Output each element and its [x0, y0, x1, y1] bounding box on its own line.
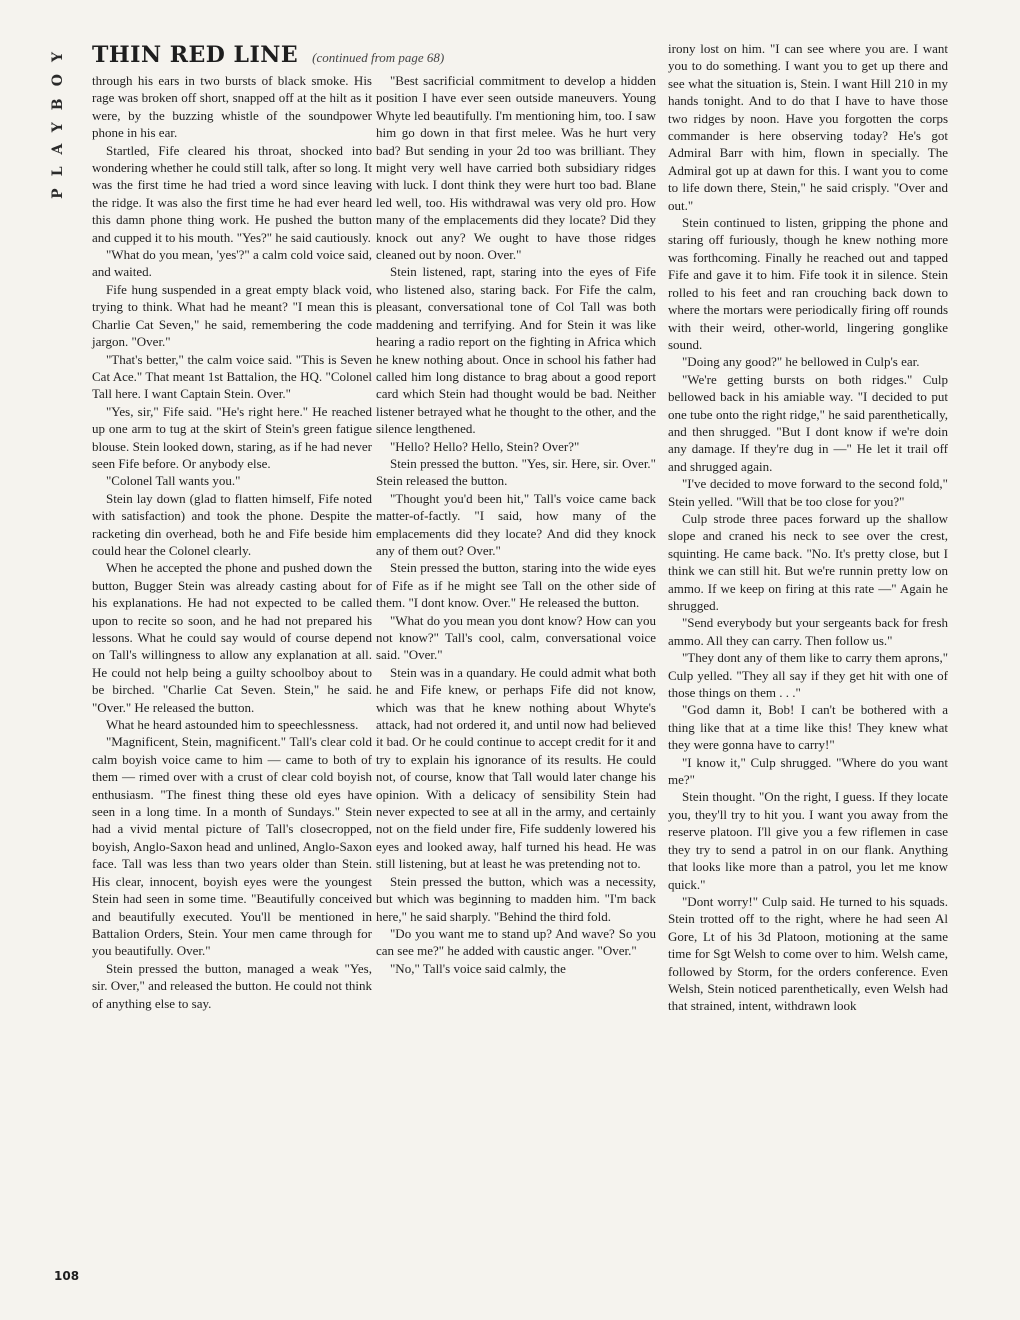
paragraph: Stein lay down (glad to flatten himself, Fife noted with satisfaction) and took the phone. Despite the racketing din overhead, both he and Fife beside him could hear the Colonel clearly. [92, 490, 372, 558]
paragraph: Stein continued to listen, gripping the phone and staring off furiously, though he knew nothing more was forthcoming. Finally he reached out and tapped Fife and gave it to him. Fife took it in silence. Stein rolled to his feet and ran crouching back down to where the mortars were periodically firing off rounds with their weird, other-world, lingering gonglike sound. [668, 215, 948, 352]
paragraph: "That's better," the calm voice said. "This is Seven Cat Ace." That meant 1st Battalion, the HQ. "Colonel Tall here. I want Captain Stein. Over." [92, 351, 372, 402]
paragraph: Fife hung suspended in a great empty black void, trying to think. What had he meant? "I mean this is Charlie Cat Seven," he said, remembering the code jargon. "Over." [92, 281, 372, 350]
paragraph: "Send everybody but your sergeants back for fresh ammo. All they can carry. Then follow us." [668, 615, 948, 648]
paragraph: "They dont any of them like to carry them aprons," Culp yelled. "They all say if they get hit with one of those things on them . . ." [668, 650, 948, 701]
text-column-1 [92, 72, 372, 1012]
paragraph: "I've decided to move forward to the second fold," Stein yelled. "Will that be too close for you?" [668, 476, 948, 509]
paragraph: Stein listened, rapt, staring into the eyes of Fife who listened also, staring back. For Fife the calm, pleasant, conversational tone of Col Tall was both maddening and terrifying. And for Stein it was like hearing a radio report on the fighting in Africa which he knew nothing about. Once in school his father had called him long distance to brag about a good report card which Stein had thought would be bad. Neither listener betrayed what he thought to the other, and the silence lengthened. [376, 264, 656, 437]
text-column-3 [668, 40, 948, 1015]
paragraph: What he heard astounded him to speechlessness. [106, 717, 359, 733]
paragraph: Stein thought. "On the right, I guess. If they locate you, they'll try to hit you. I want you away from the reserve platoon. I'll give you a few riflemen in case they try to send a patrol in on our flank. Anything that looks like more than a patrol, you let me know quick." [668, 789, 948, 892]
paragraph: through his ears in two bursts of black smoke. His rage was broken off short, snapped off at the hilt as it were, by the buzzing whistle of the soundpower phone in his ear. [92, 73, 372, 141]
paragraph: "Dont worry!" Culp said. He turned to his squads. Stein trotted off to the right, where he had seen Al Gore, Lt of his 3d Platoon, motioning at the same time for Sgt Welsh to come over to him. Welsh came, followed by Storm, for the orders conference. Even Welsh, Stein noticed parenthetically, even Welsh had that strained, intent, withdrawn look [668, 893, 948, 1014]
paragraph: "Magnificent, Stein, magnificent." Tall's clear cold calm boyish voice came to him — came to both of them — rimed over with a crust of clear cold boyish enthusiasm. "The finest thing these old eyes have seen in a long time. In a month of Sundays." Stein had a vivid mental picture of Tall's closecropped, boyish, Anglo-Saxon head and unlined, Anglo-Saxon face. Tall was less than two years older than Stein. His clear, innocent, boyish eyes were the youngest Stein had seen in some time. "Beautifully conceived and beautifully executed. You'll be mentioned in Battalion Orders, Stein. Your men came through for you beautifully. Over." [92, 734, 372, 959]
paragraph: "Thought you'd been hit," Tall's voice came back matter-of-factly. "I said, how many of the emplacements did they locate? And did they knock any of them out? Over." [376, 490, 656, 558]
paragraph: Stein was in a quandary. He could admit what both he and Fife knew, or perhaps Fife did not know, which was that he knew nothing about Whyte's attack, had not ordered it, and until now had believed it bad. Or he could continue to accept credit for it and try to explain his ignorance of its results. He could not, of course, know that Tall would later change his opinion. With a delicacy of sensibility Stein had never expected to see at all in the army, and certainly not on the field under fire, Fife suddenly lowered his eyes and looked away, half turned his head. He was still listening, but at least he was pretending not to. [376, 664, 656, 872]
paragraph: Stein pressed the button, staring into the wide eyes of Fife as if he might see Tall on the other side of them. "I dont know. Over." He released the button. [376, 560, 656, 611]
paragraph: Startled, Fife cleared his throat, shocked into wondering whether he could still talk, after so long. It was the first time he had tried a word since leaving the ridge. It was also the first time he had ever heard this damn phone thing work. He pushed the button and cupped it to his mouth. "Yes?" he said cautiously. [92, 142, 372, 245]
paragraph: "Hello? Hello? Hello, Stein? Over?" [390, 438, 580, 454]
paragraph: "Yes, sir," Fife said. "He's right here." He reached up one arm to tug at the skirt of Stein's green fatigue blouse. Stein looked down, staring, as if he had never seen Fife before. Or anybody else. [92, 403, 372, 471]
paragraph: "Colonel Tall wants you." [106, 473, 241, 489]
paragraph: "I know it," Culp shrugged. "Where do you want me?" [668, 754, 948, 788]
page-number: 108 [54, 1269, 80, 1283]
paragraph: Stein pressed the button. "Yes, sir. Here, sir. Over." Stein released the button. [376, 455, 656, 489]
paragraph: "Best sacrificial commitment to develop a hidden position I have ever seen outside maneuvers. Young Whyte led beautifully. I'm mentioning him, too. I saw him go down in that first melee. Was he hurt very bad? But sending in your 2d too was brilliant. They might very well have carried both subsidiary ridges with luck. I dont think they were hurt too bad. Blane led well, too. His withdrawal was very old pro. How many of the emplacements did they locate? Did they knock out any? We ought to have those ridges cleaned out by noon. Over." [376, 73, 656, 263]
paragraph: Stein pressed the button, managed a weak "Yes, sir. Over," and released the button. He could not think of anything else to say. [92, 960, 372, 1011]
paragraph: "God damn it, Bob! I can't be bothered with a thing like that at a time like this! They knew what they were gonna have to carry!" [668, 702, 948, 753]
continued-note: (continued from page 68) [312, 50, 445, 65]
text-column-2 [376, 72, 656, 977]
paragraph: "Doing any good?" he bellowed in Culp's ear. [682, 354, 920, 370]
paragraph: "Do you want me to stand up? And wave? So you can see me?" he added with caustic anger. "Over." [376, 925, 656, 959]
paragraph: "What do you mean, 'yes'?" a calm cold voice said, and waited. [92, 247, 372, 280]
article-header [92, 42, 652, 68]
paragraph: Culp strode three paces forward up the shallow slope and craned his neck to see over the crest, squinting. He came back. "No. It's pretty close, but I think we can still hit. But we're runnin pretty low on ammo. If we keep on firing at this rate —" Again he shrugged. [668, 510, 948, 613]
paragraph: When he accepted the phone and pushed down the button, Bugger Stein was already casting about for his explanations. He had not expected to be called upon to recite so soon, and he had not prepared his lessons. What he could say would of course depend on Tall's willingness to allow any explanation at all. He could not help being a guilty schoolboy about to be birched. "Charlie Cat Seven. Stein," he said. "Over." He released the button. [92, 560, 372, 715]
paragraph: irony lost on him. "I can see where you are. I want you to do something. I want you to get up there and see what the situation is, Stein. I want Hill 210 in my hands tonight. And to do that I have to have those two ridges by noon. Have you forgotten the corps commander is here observing today? He's got Admiral Barr with him, flown in specially. The Admiral got up at dawn for this. I want you to come to life down there, Stein," he said crisply. "Over and out." [668, 41, 948, 213]
paragraph: "No," Tall's voice said calmly, the [390, 960, 566, 976]
paragraph: "We're getting bursts on both ridges." Culp bellowed back in his amiable way. "I decided to put one tube onto the right ridge," he said parenthetically, and then shrugged. "But I dont know if we're doin any damage. If they're dug in —" He let it trail off and shrugged again. [668, 371, 948, 474]
article-title: THIN RED LINE [92, 42, 299, 68]
paragraph: "What do you mean you dont know? How can you not know?" Tall's cool, calm, conversational voice said. "Over." [376, 612, 656, 663]
paragraph: Stein pressed the button, which was a necessity, but which was beginning to madden him. "I'm back here," he said sharply. "Behind the third fold. [376, 873, 656, 924]
magazine-masthead: PLAYBOY [50, 40, 66, 199]
